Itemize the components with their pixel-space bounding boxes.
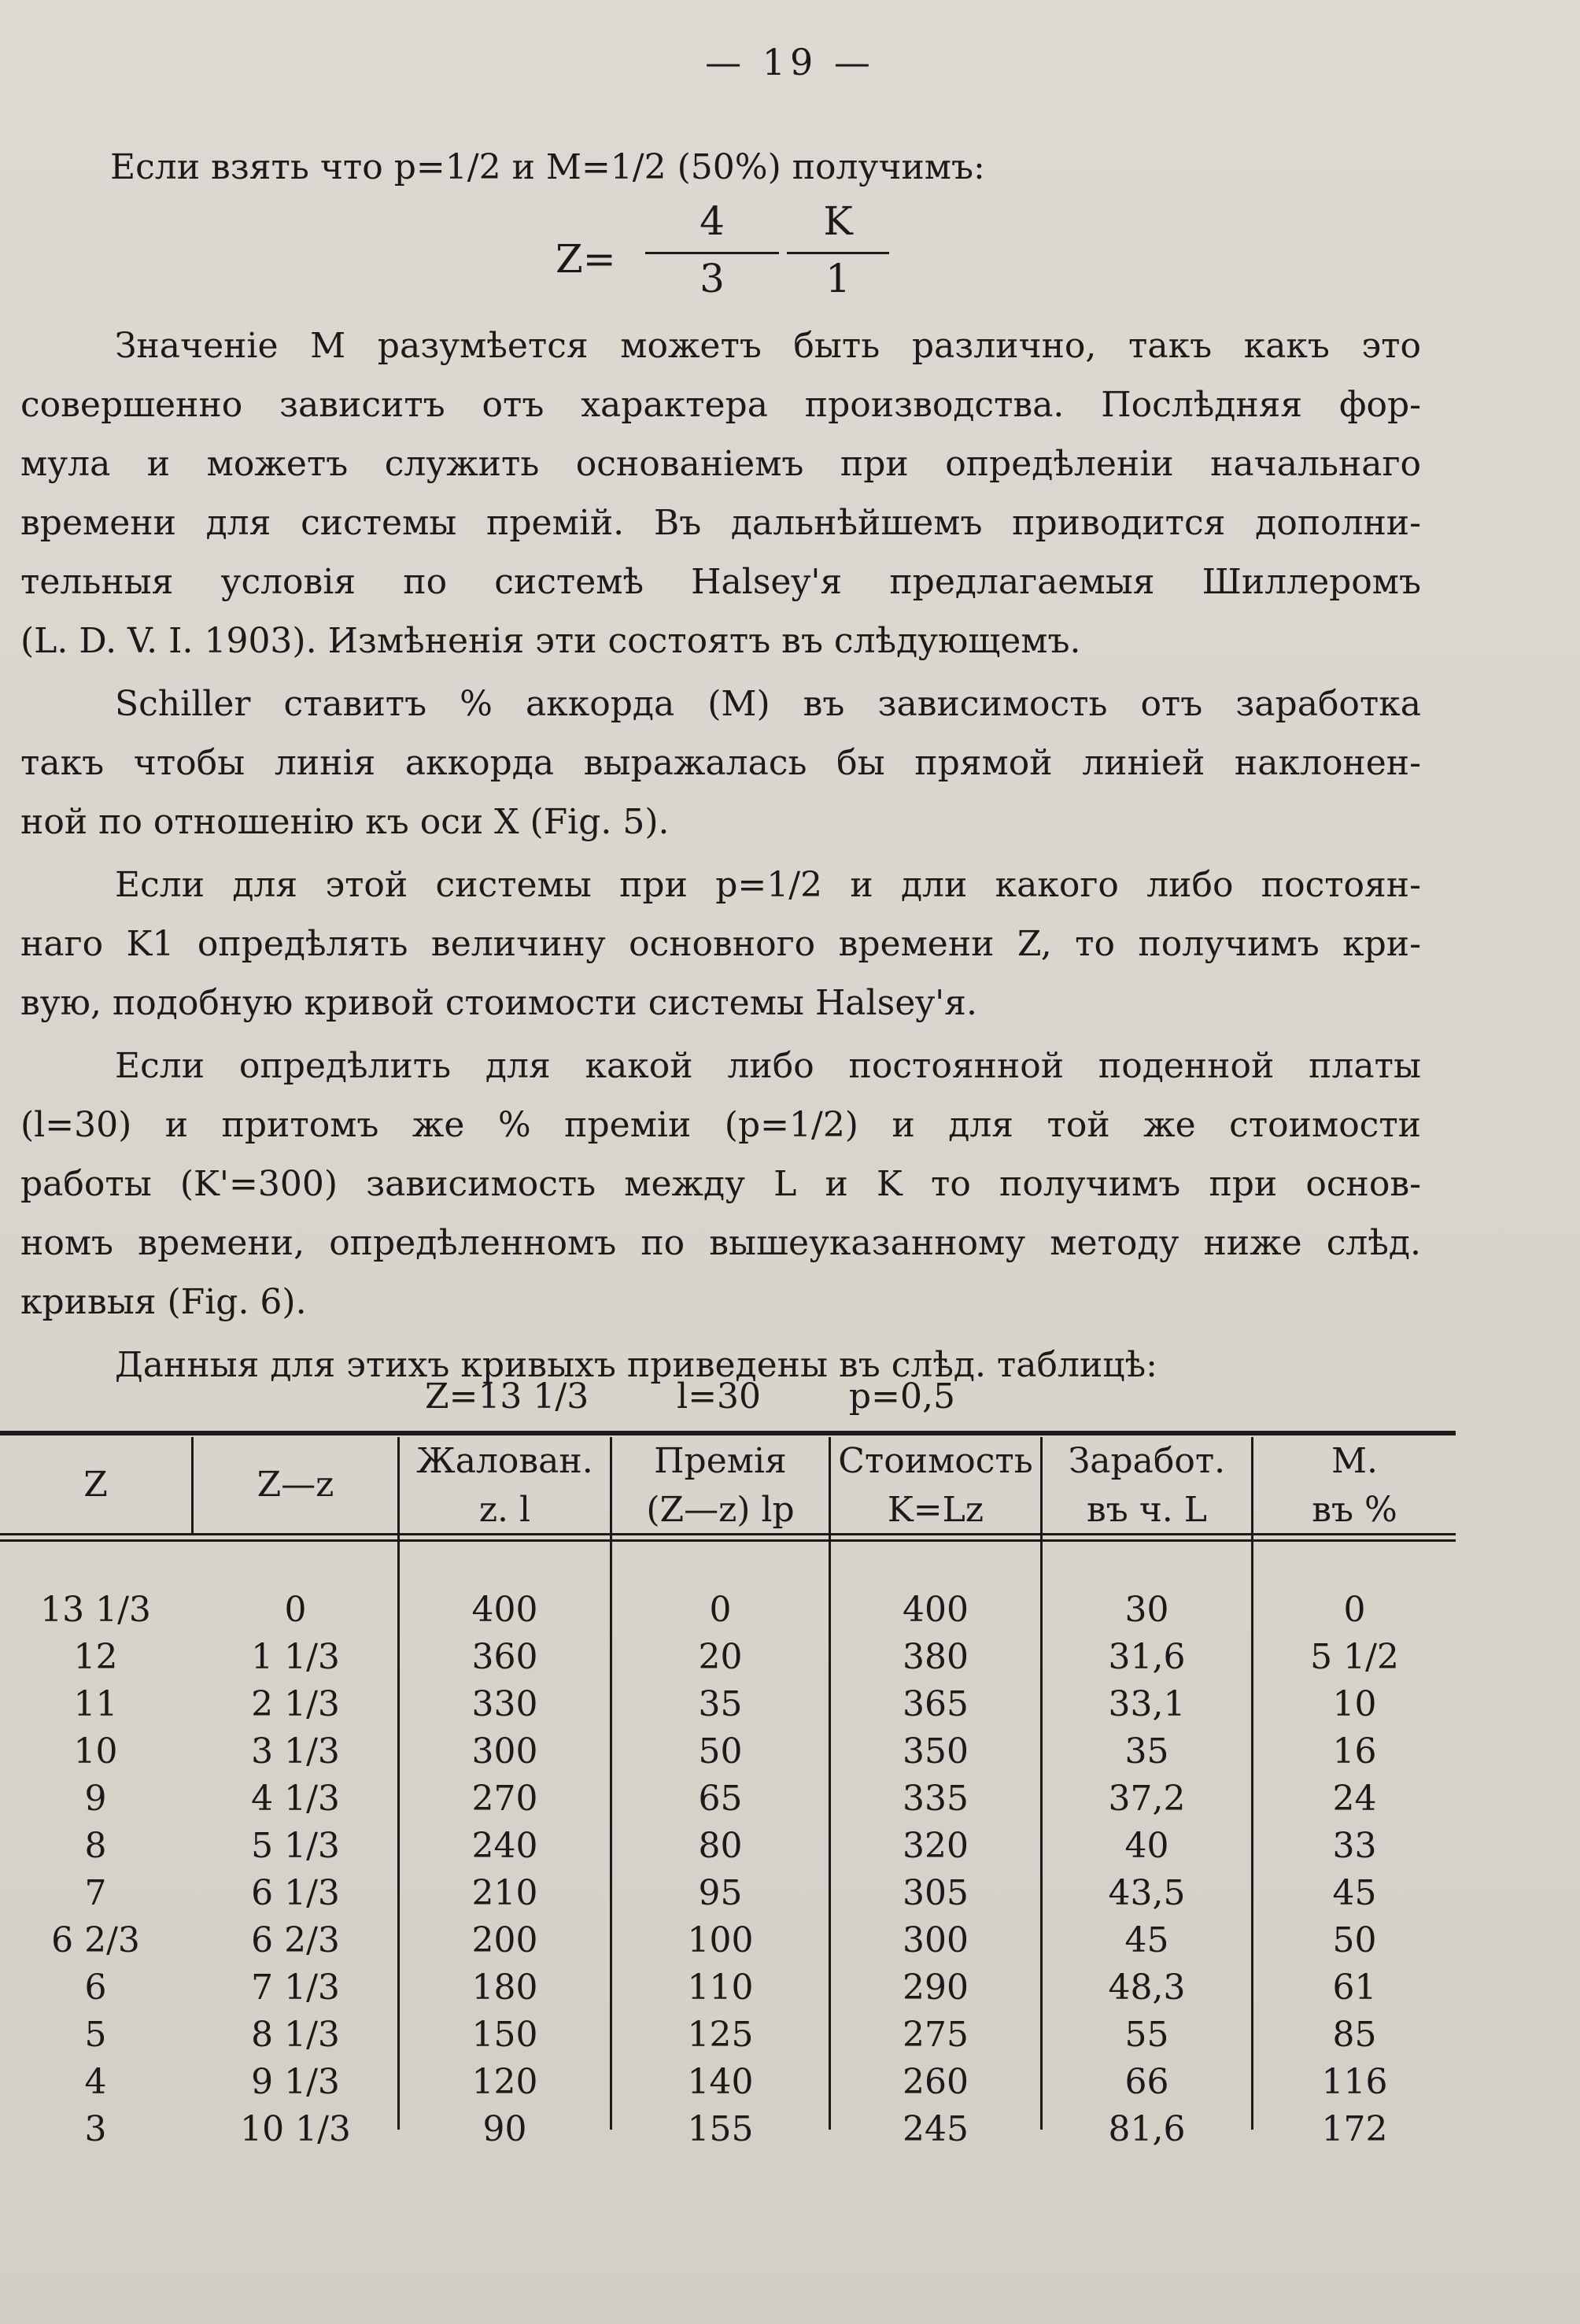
table-cell: 150 [471,2015,538,2055]
table-cell: 380 [903,1637,969,1677]
paragraph-line: Если для этой системы при p=1/2 и дли какого либо постоян- [115,865,1421,905]
table-cell: 6 2/3 [51,1920,140,1960]
table-cell: 4 1/3 [251,1779,340,1819]
paragraph-line: Значеніе M разумѣется можетъ быть различно, такъ какъ это [115,326,1421,366]
paragraph-line: Если опредѣлить для какой либо постоянной поденной платы [115,1046,1421,1086]
table-cell: 45 [1124,1920,1169,1960]
formula-frac1-numerator: 4 [700,198,725,244]
table-cell: 30 [1124,1590,1169,1630]
table-parameters: Z=13 1/3 l=30 p=0,5 [425,1376,955,1417]
table-cell: 100 [687,1920,754,1960]
table-cell: 10 [1332,1684,1377,1724]
column-header: M. [1331,1441,1379,1481]
table-header-rule [0,1533,1456,1535]
paragraph-line: (L. D. V. I. 1903). Измѣненія эти состоятъ въ слѣдующемъ. [20,621,1081,661]
table-cell: 245 [903,2109,969,2149]
table-cell: 172 [1321,2109,1388,2149]
table-cell: 240 [471,1826,538,1866]
column-header-subline: K=Lz [887,1490,984,1530]
table-cell: 6 1/3 [251,1873,340,1913]
table-cell: 0 [709,1590,732,1630]
column-header: Жалован. [416,1441,593,1481]
table-cell: 24 [1332,1779,1377,1819]
paragraph-line: времени для системы премій. Въ дальнѣйшемъ приводится дополни- [20,503,1421,543]
column-header-subline: (Z—z) lp [646,1490,795,1530]
table-cell: 65 [698,1779,743,1819]
table-cell: 5 1/2 [1310,1637,1399,1677]
column-header-subline: z. l [478,1490,531,1530]
formula-lhs: Z= [556,236,616,282]
table-cell: 300 [903,1920,969,1960]
table-cell: 400 [471,1590,538,1630]
table-cell: 12 [73,1637,118,1677]
table-caption: Данныя для этихъ кривыхъ приведены въ слѣд. таблицѣ: [115,1345,1157,1385]
table-cell: 2 1/3 [251,1684,340,1724]
table-cell: 5 1/3 [251,1826,340,1866]
table-cell: 16 [1332,1731,1377,1772]
column-header: Заработ. [1068,1441,1226,1481]
table-cell: 55 [1124,2015,1169,2055]
formula-frac1-denominator: 3 [700,256,725,301]
table-cell: 1 1/3 [251,1637,340,1677]
table-cell: 33,1 [1108,1684,1186,1724]
table-cell: 8 [84,1826,107,1866]
table-cell: 3 1/3 [251,1731,340,1772]
intro-line: Если взять что p=1/2 и M=1/2 (50%) получимъ: [110,147,985,187]
column-header: Стоимость [838,1441,1033,1481]
table-cell: 305 [903,1873,969,1913]
paragraph-line: наго K1 опредѣлять величину основного времени Z, то получимъ кри- [20,924,1421,964]
paragraph-line: (l=30) и притомъ же % преміи (p=1/2) и для той же стоимости [20,1105,1421,1145]
table-cell: 10 1/3 [240,2109,351,2149]
formula-frac2-bar [787,252,889,254]
paragraph-line: тельныя условія по системѣ Halsey'я предлагаемыя Шиллеромъ [20,562,1421,602]
paragraph-line: кривыя (Fig. 6). [20,1282,307,1322]
table-cell: 116 [1321,2062,1388,2102]
table-cell: 81,6 [1108,2109,1186,2149]
table-cell: 40 [1124,1826,1169,1866]
paragraph-line: такъ чтобы линія аккорда выражалась бы прямой линіей наклонен- [20,743,1421,783]
table-cell: 80 [698,1826,743,1866]
table-cell: 31,6 [1108,1637,1186,1677]
table-cell: 120 [471,2062,538,2102]
table-cell: 35 [698,1684,743,1724]
table-cell: 140 [687,2062,754,2102]
table-cell: 6 [84,1967,107,2008]
table-cell: 3 [84,2109,107,2149]
table-cell: 10 [73,1731,118,1772]
paragraph-line: номъ времени, опредѣленномъ по вышеуказанному методу ниже слѣд. [20,1223,1421,1263]
table-cell: 290 [903,1967,969,2008]
table-cell: 270 [471,1779,538,1819]
table-cell: 9 [84,1779,107,1819]
table-cell: 400 [903,1590,969,1630]
table-cell: 9 1/3 [251,2062,340,2102]
table-cell: 210 [471,1873,538,1913]
table-cell: 320 [903,1826,969,1866]
table-cell: 8 1/3 [251,2015,340,2055]
table-cell: 110 [687,1967,754,2008]
table-cell: 13 1/3 [40,1590,151,1630]
table-cell: 5 [84,2015,107,2055]
table-cell: 275 [903,2015,969,2055]
table-top-rule [0,1431,1456,1435]
paragraph-line: ной по отношенію къ оси X (Fig. 5). [20,802,670,842]
paragraph-line: вую, подобную кривой стоимости системы Halsey'я. [20,983,977,1023]
paragraph-line: Schiller ставитъ % аккорда (M) въ зависимость отъ заработка [115,684,1421,724]
table-cell: 61 [1332,1967,1377,2008]
table-cell: 360 [471,1637,538,1677]
table-cell: 43,5 [1108,1873,1186,1913]
column-header-subline: въ % [1312,1490,1397,1530]
column-header: Z [83,1465,108,1505]
column-header: Премія [654,1441,787,1481]
table-cell: 50 [698,1731,743,1772]
table-header-rule-2 [0,1539,1456,1542]
table-cell: 50 [1332,1920,1377,1960]
table-cell: 33 [1332,1826,1377,1866]
table-cell: 95 [698,1873,743,1913]
table-cell: 180 [471,1967,538,2008]
table-cell: 45 [1332,1873,1377,1913]
table-cell: 85 [1332,2015,1377,2055]
table-cell: 0 [1343,1590,1366,1630]
table-cell: 6 2/3 [251,1920,340,1960]
table-cell: 90 [482,2109,527,2149]
table-cell: 200 [471,1920,538,1960]
table-cell: 365 [903,1684,969,1724]
formula-frac2-denominator: 1 [825,256,851,301]
table-cell: 155 [687,2109,754,2149]
table-cell: 66 [1124,2062,1169,2102]
table-cell: 300 [471,1731,538,1772]
table-cell: 0 [284,1590,307,1630]
table-cell: 350 [903,1731,969,1772]
formula-frac2-numerator: K [823,198,853,244]
paragraph-line: работы (K'=300) зависимость между L и K то получимъ при основ- [20,1164,1421,1204]
table-cell: 7 [84,1873,107,1913]
table-cell: 335 [903,1779,969,1819]
table-cell: 330 [471,1684,538,1724]
table-cell: 35 [1124,1731,1169,1772]
paragraph-line: совершенно зависитъ отъ характера производства. Послѣдняя фор- [20,385,1421,425]
column-header: Z—z [257,1465,334,1505]
page-number: — 19 — [705,41,875,83]
table-cell: 11 [73,1684,118,1724]
table-cell: 48,3 [1108,1967,1186,2008]
table-cell: 20 [698,1637,743,1677]
table-cell: 7 1/3 [251,1967,340,2008]
table-cell: 4 [84,2062,107,2102]
table-cell: 125 [687,2015,754,2055]
table-cell: 260 [903,2062,969,2102]
paragraph-line: мула и можетъ служить основаніемъ при опредѣленіи начальнаго [20,444,1421,484]
formula-frac1-bar [645,252,779,254]
table-cell: 37,2 [1108,1779,1186,1819]
column-header-subline: въ ч. L [1086,1490,1208,1530]
